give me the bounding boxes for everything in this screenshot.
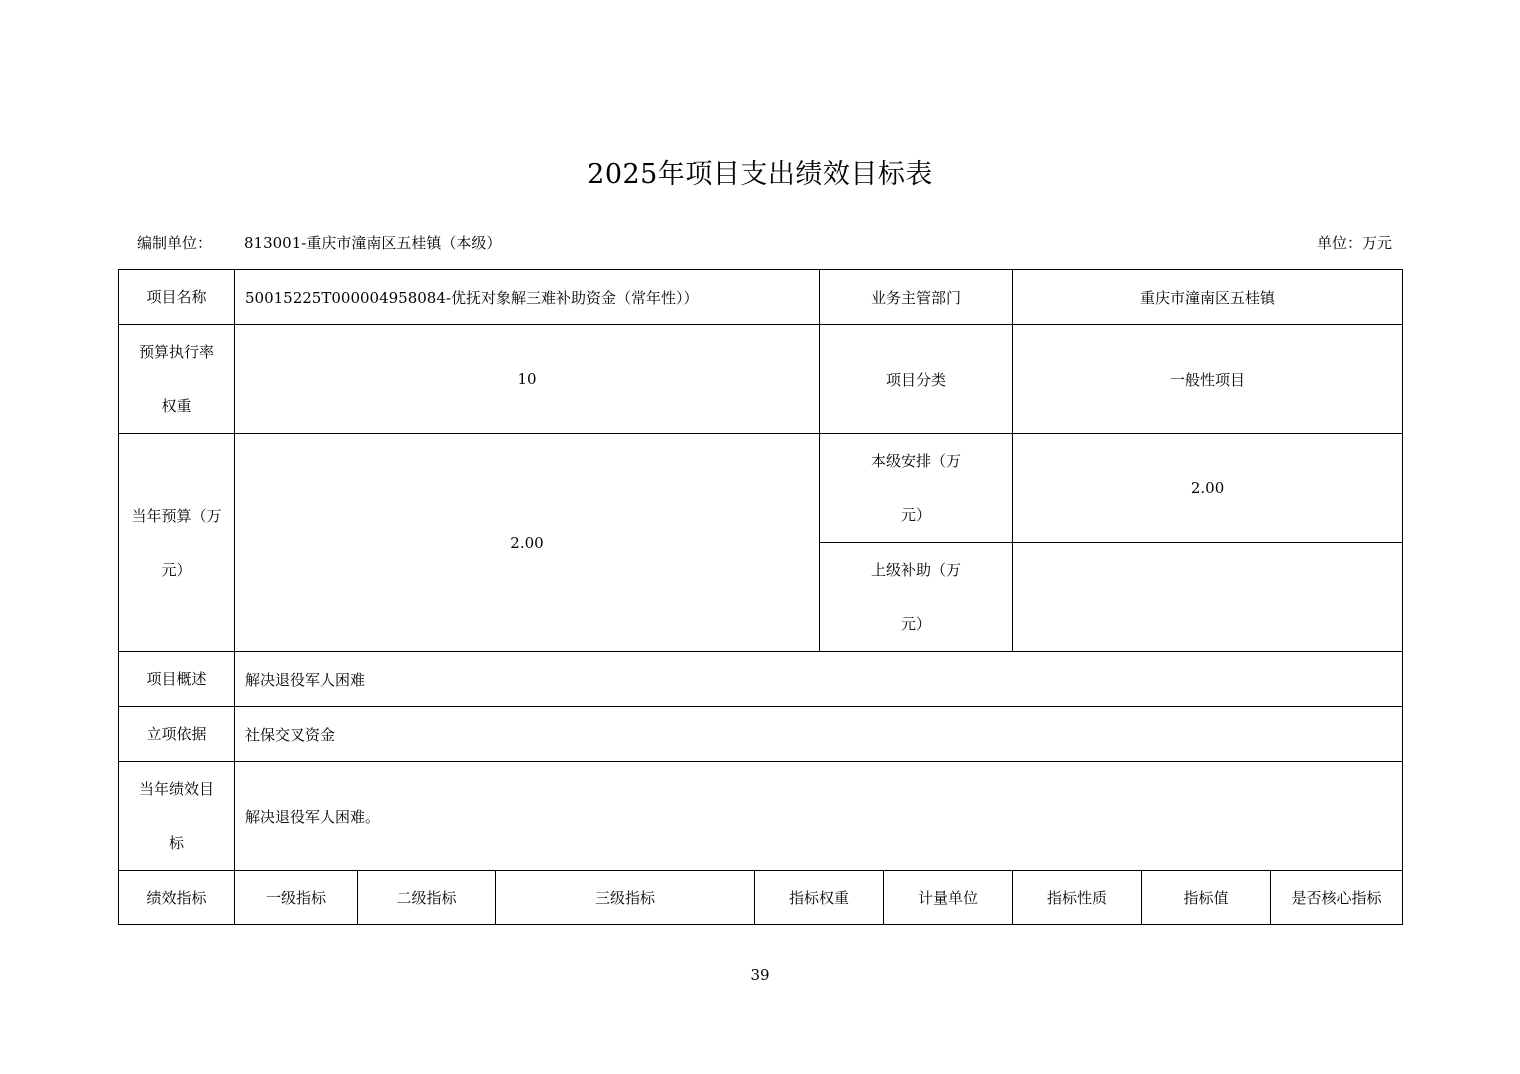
indicator-col-level2: 二级指标 xyxy=(358,871,496,925)
upper-value xyxy=(1013,543,1403,652)
indicator-col-level1: 一级指标 xyxy=(235,871,358,925)
indicator-col-weight: 指标权重 xyxy=(755,871,884,925)
budget-value: 2.00 xyxy=(235,434,820,652)
indicator-label: 绩效指标 xyxy=(119,871,235,925)
indicator-col-value: 指标值 xyxy=(1142,871,1271,925)
basis-label: 立项依据 xyxy=(119,707,235,762)
goal-label-line1: 当年绩效目 xyxy=(138,780,214,798)
upper-label-line2: 元） xyxy=(901,615,932,633)
table-row xyxy=(119,434,1403,543)
budget-label-line1: 当年预算（万 xyxy=(131,506,222,525)
goal-value: 解决退役军人困难。 xyxy=(235,762,1403,871)
compiling-unit-value: 813001-重庆市潼南区五桂镇（本级） xyxy=(244,234,502,252)
dept-value: 重庆市潼南区五桂镇 xyxy=(1013,270,1403,325)
project-name-label: 项目名称 xyxy=(119,270,235,325)
page-number: 39 xyxy=(750,966,770,984)
upper-label-line1: 上级补助（万 xyxy=(871,561,962,579)
indicator-col-core: 是否核心指标 xyxy=(1271,871,1403,925)
indicator-col-nature: 指标性质 xyxy=(1013,871,1142,925)
currency-unit: 单位：万元 xyxy=(1316,234,1392,252)
project-name-value: 50015225T000004958084-优抚对象解三难补助资金（常年性）） xyxy=(235,270,820,325)
budget-label xyxy=(119,434,235,652)
overview-label: 项目概述 xyxy=(119,652,235,707)
basis-value: 社保交叉资金 xyxy=(235,707,1403,762)
goal-label-line2: 标 xyxy=(168,834,184,852)
table-row xyxy=(119,652,1403,707)
local-value: 2.00 xyxy=(1013,434,1403,543)
local-label-line2: 元） xyxy=(901,506,932,524)
table-row xyxy=(119,707,1403,762)
local-label xyxy=(820,434,1013,543)
exec-rate-label-line1: 预算执行率 xyxy=(138,343,214,361)
exec-rate-value: 10 xyxy=(235,325,820,434)
exec-rate-label-line2: 权重 xyxy=(161,397,192,415)
category-label: 项目分类 xyxy=(820,325,1013,434)
category-value: 一般性项目 xyxy=(1013,325,1403,434)
indicator-col-level3: 三级指标 xyxy=(496,871,755,925)
goal-label xyxy=(119,762,235,871)
overview-value: 解决退役军人困难 xyxy=(235,652,1403,707)
performance-target-table xyxy=(118,269,1403,925)
upper-label xyxy=(820,543,1013,652)
table-row xyxy=(119,762,1403,871)
local-label-line1: 本级安排（万 xyxy=(871,452,962,470)
dept-label: 业务主管部门 xyxy=(820,270,1013,325)
indicator-col-unit: 计量单位 xyxy=(884,871,1013,925)
table-row xyxy=(119,325,1403,434)
compiling-unit-label: 编制单位： xyxy=(137,234,213,252)
indicator-header-row xyxy=(119,871,1403,925)
budget-label-line2: 元） xyxy=(161,560,192,579)
exec-rate-label xyxy=(119,325,235,434)
table-row xyxy=(119,270,1403,325)
page-title: 2025年项目支出绩效目标表 xyxy=(587,159,933,190)
